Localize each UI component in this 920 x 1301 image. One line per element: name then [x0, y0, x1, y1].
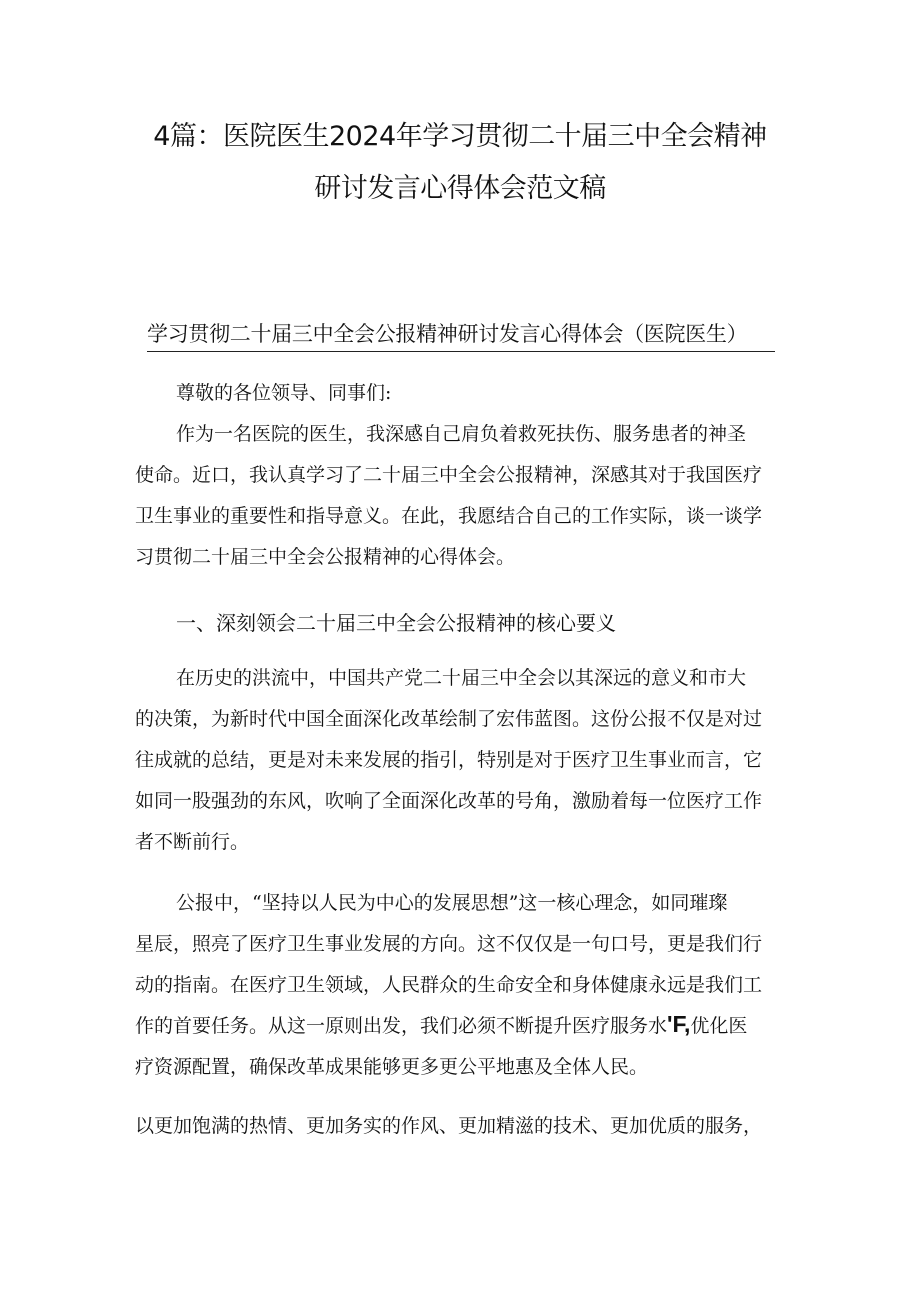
paragraph-line: 动的指南。在医疗卫生领域，人民群众的生命安全和身体健康永远是我们工	[135, 974, 763, 996]
section-heading-1: 一、深刻领会二十届三中全会公报精神的核心要义	[176, 611, 616, 635]
paragraph-line: 往成就的总结，更是对未来发展的指引，特别是对于医疗卫生事业而言，它	[135, 749, 763, 771]
paragraph-line: 的决策，为新时代中国全面深化改革绘制了宏伟蓝图。这份公报不仅是对过	[135, 708, 763, 730]
paragraph-text: 优化医	[690, 1015, 748, 1037]
paragraph-line: 如同一股强劲的东风，吹响了全面深化改革的号角，激励着每一位医疗工作	[135, 790, 763, 812]
paragraph-line: 作为一名医院的医生，我深感自己肩负着救死扶伤、服务患者的神圣	[176, 423, 747, 445]
paragraph-line: 公报中，“坚持以人民为中心的发展思想”这一核心理念，如同璀璨	[176, 892, 728, 914]
paragraph-line: 以更加饱满的热情、更加务实的作风、更加精滋的技术、更加优质的服务，	[135, 1115, 763, 1137]
paragraph-line: 在历史的洪流中，中国共产党二十届三中全会以其深远的意义和市大	[176, 667, 747, 689]
paragraph-line: 者不断前行。	[135, 831, 250, 853]
paragraph-line: 习贯彻二十届三中全会公报精神的心得体会。	[135, 546, 516, 568]
section-title: 学习贯彻二十届三中全会公报精神研讨发言心得体会（医院医生）	[147, 318, 775, 352]
document-title-line-2: 研讨发言心得体会范文稿	[314, 173, 606, 204]
salutation: 尊敬的各位领导、同事们:	[176, 382, 392, 404]
paragraph-line: 使命。近口，我认真学习了二十届三中全会公报精神，深感其对于我国医疗	[135, 464, 763, 486]
document-title-line-1: 4篇：医院医生2024年学习贯彻二十届三中全会精神	[153, 121, 767, 152]
ocr-glitch-text: 'F,	[667, 1011, 691, 1037]
paragraph-text: 作的首要任务。从这一原则出发，我们必须不断提升医疗服务水	[135, 1015, 668, 1037]
paragraph-line: 卫生事业的重要性和指导意义。在此，我愿结合自己的工作实际，谈一谈学	[135, 505, 763, 527]
paragraph-line	[135, 1011, 747, 1038]
paragraph-line: 疗资源配置，确保改革成果能够更多更公平地惠及全体人民。	[135, 1056, 649, 1078]
paragraph-line: 星辰，照亮了医疗卫生事业发展的方向。这不仅仅是一句口号，更是我们行	[135, 933, 763, 955]
